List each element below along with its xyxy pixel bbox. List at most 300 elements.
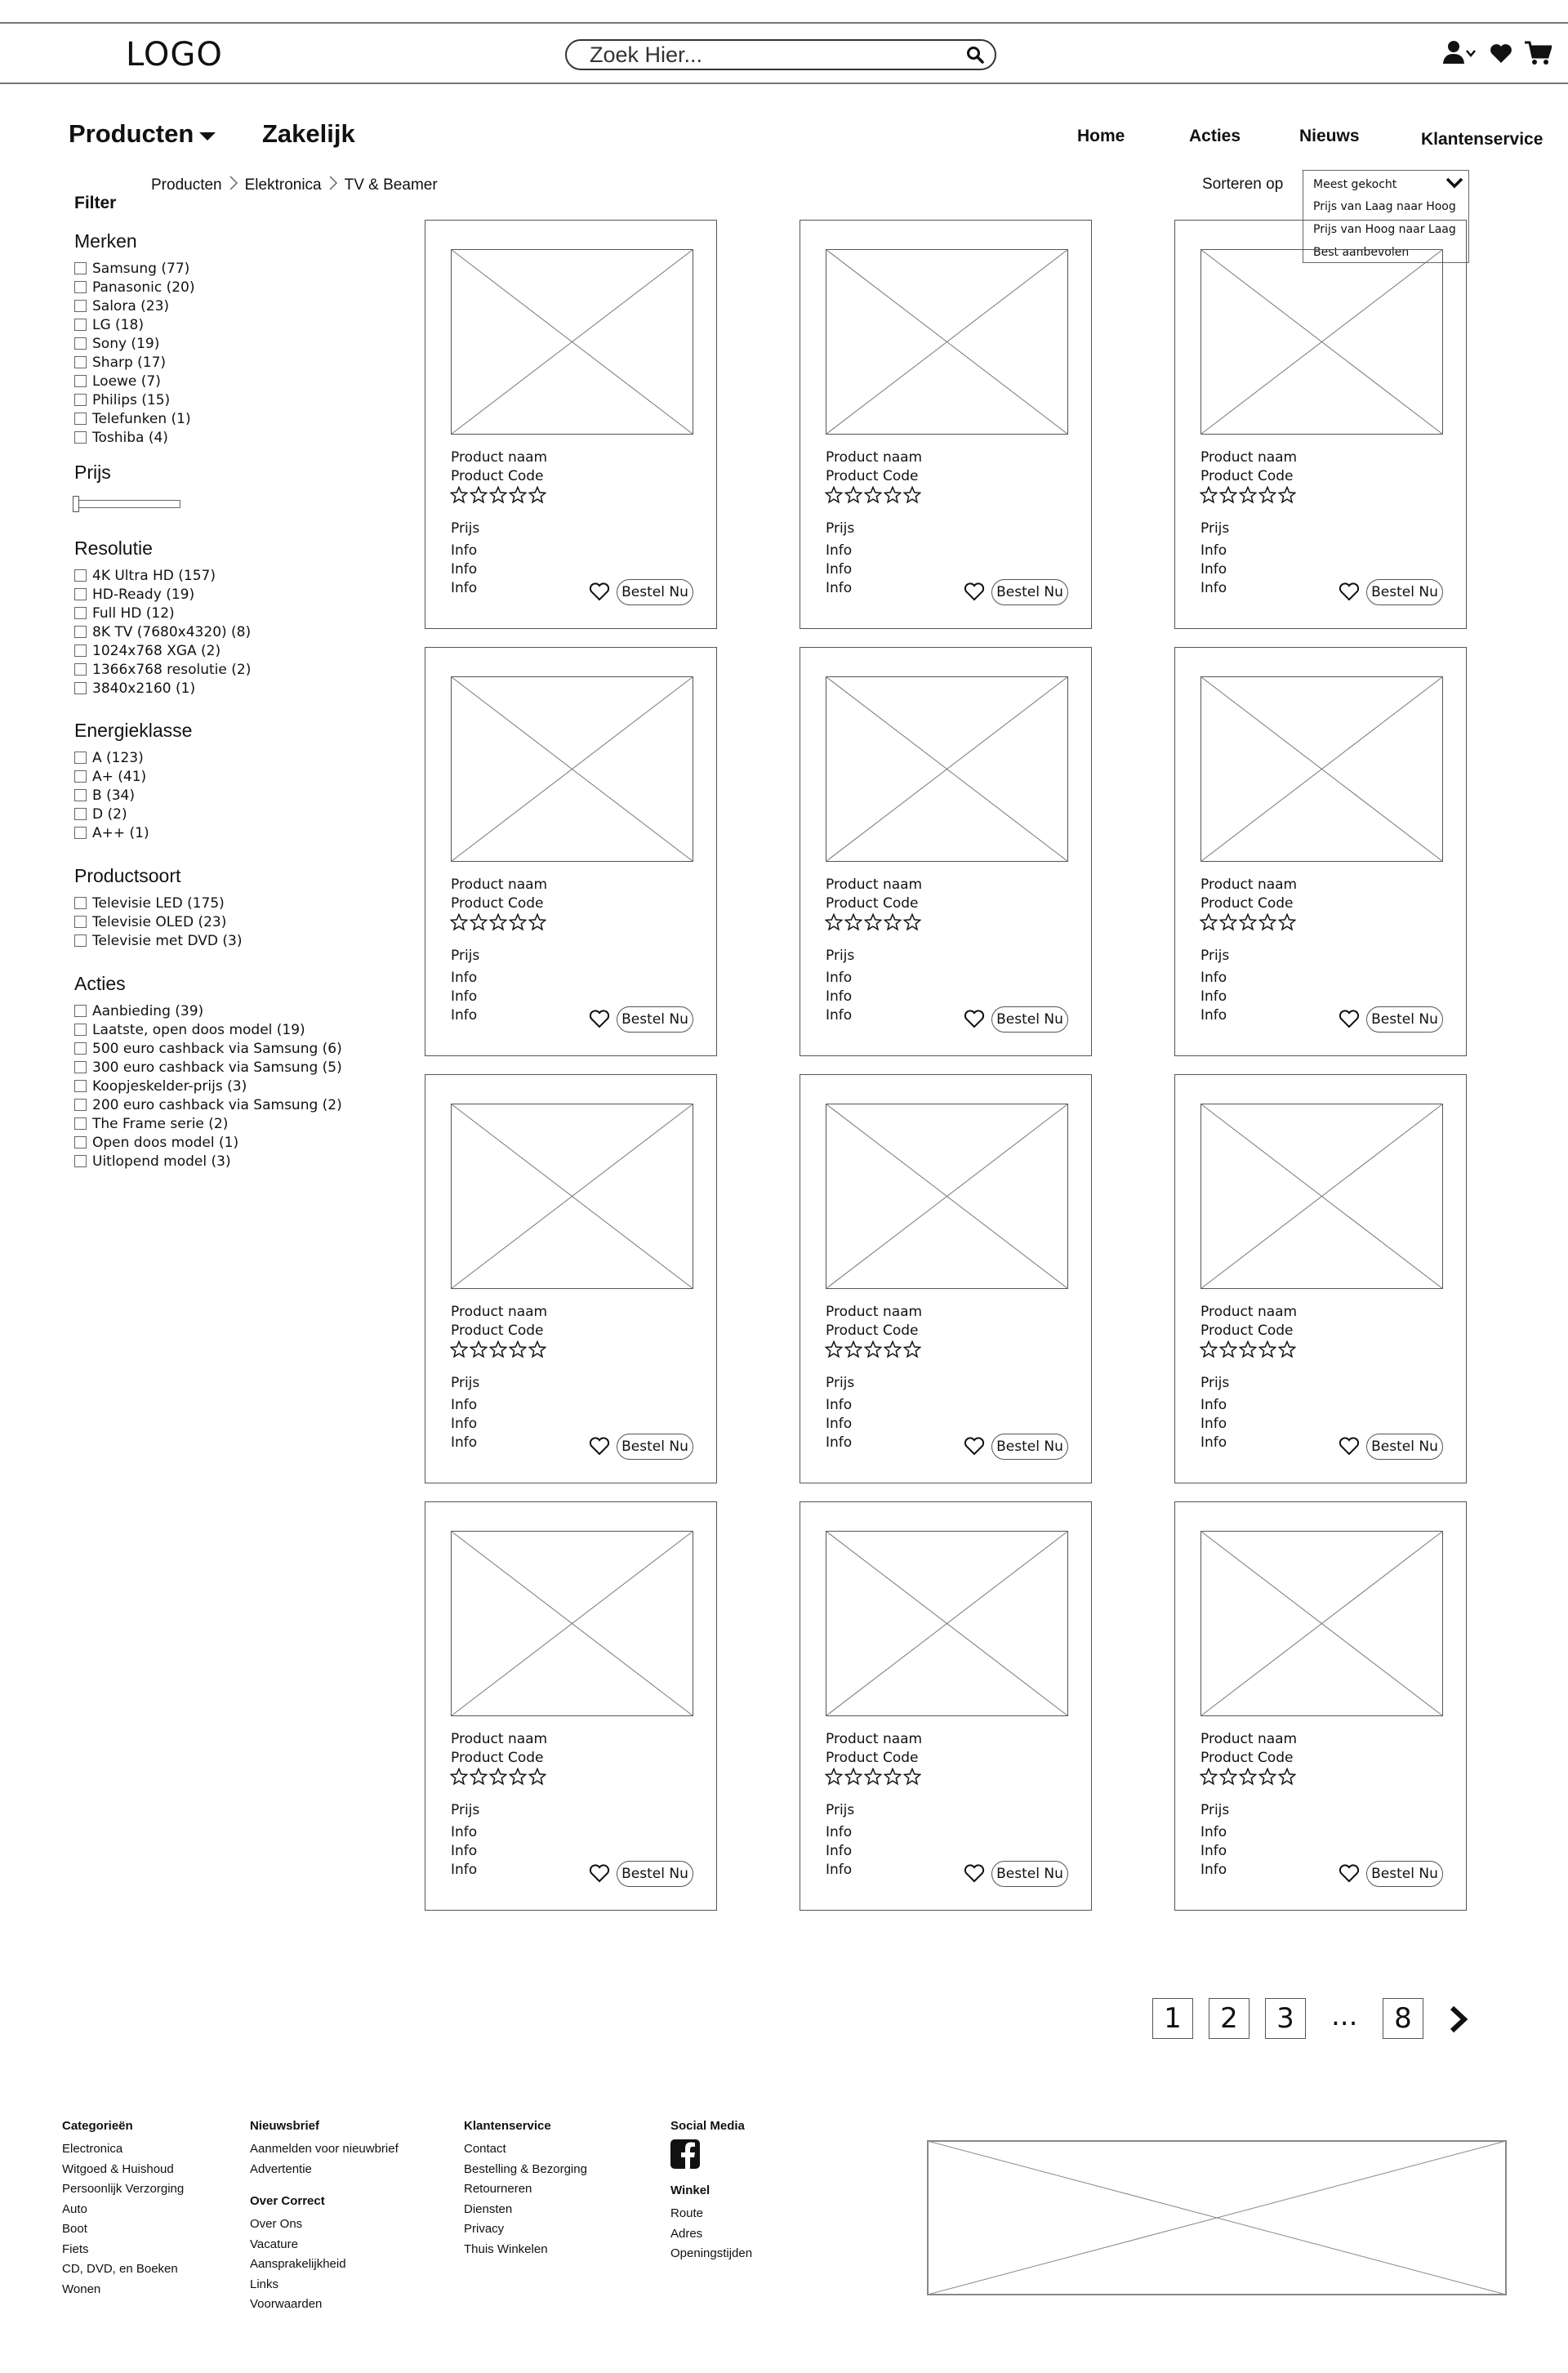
filter-checkbox[interactable] — [74, 752, 87, 764]
footer-link[interactable]: Wonen — [62, 2282, 101, 2296]
filter-checkbox[interactable] — [74, 1136, 87, 1149]
product-card[interactable] — [800, 1074, 1092, 1483]
heart-icon[interactable] — [964, 582, 985, 605]
star-icon[interactable] — [489, 913, 507, 935]
filter-option[interactable] — [74, 912, 242, 931]
footer-link[interactable]: Bestelling & Bezorging — [464, 2161, 587, 2176]
star-icon[interactable] — [509, 1340, 527, 1363]
page-last-button[interactable]: 8 — [1383, 1998, 1423, 2039]
product-name[interactable]: Product naam — [451, 876, 548, 893]
footer-link[interactable]: Witgoed & Huishoud — [62, 2161, 174, 2176]
filter-option[interactable] — [74, 767, 192, 786]
filter-checkbox[interactable] — [74, 319, 87, 331]
filter-option-label: 8K TV (7680x4320) (8) — [92, 623, 252, 640]
heart-icon[interactable] — [964, 1436, 985, 1460]
breadcrumb-item[interactable]: Elektronica — [244, 176, 322, 194]
footer-link[interactable]: Advertentie — [250, 2161, 312, 2176]
star-icon[interactable] — [864, 486, 882, 508]
product-name[interactable]: Product naam — [1200, 876, 1298, 893]
star-icon[interactable] — [509, 486, 527, 508]
product-image-placeholder[interactable] — [826, 1104, 1068, 1289]
header-border — [0, 83, 1568, 84]
star-icon[interactable] — [1258, 913, 1276, 935]
order-button[interactable]: Bestel Nu — [617, 1006, 693, 1033]
rating-stars[interactable] — [825, 486, 921, 508]
filter-checkbox[interactable] — [74, 1155, 87, 1167]
footer-image-placeholder — [927, 2140, 1507, 2295]
sort-option[interactable]: Prijs van Hoog naar Laag — [1313, 223, 1456, 236]
filter-checkbox[interactable] — [74, 569, 87, 582]
product-name[interactable]: Product naam — [1200, 449, 1298, 466]
star-icon[interactable] — [1219, 913, 1237, 935]
star-icon[interactable] — [450, 486, 468, 508]
rating-stars[interactable] — [825, 1340, 921, 1363]
filter-checkbox[interactable] — [74, 934, 87, 947]
filter-option-label: Televisie OLED (23) — [92, 913, 227, 930]
product-image-placeholder[interactable] — [1200, 1104, 1443, 1289]
product-name[interactable]: Product naam — [826, 1304, 923, 1320]
product-info: Info — [1200, 1434, 1227, 1451]
filter-option-label: Open doos model (1) — [92, 1134, 239, 1151]
footer-link[interactable]: Diensten — [464, 2201, 513, 2216]
filter-checkbox[interactable] — [74, 1024, 87, 1036]
star-icon[interactable] — [1200, 1340, 1218, 1363]
footer-link[interactable]: Aanmelden voor nieuwbrief — [250, 2142, 399, 2156]
star-icon[interactable] — [528, 1768, 546, 1790]
star-icon[interactable] — [1200, 486, 1218, 508]
sort-option[interactable]: Prijs van Laag naar Hoog — [1313, 200, 1456, 213]
sort-selected[interactable] — [1303, 171, 1468, 195]
footer-link[interactable]: Adres — [670, 2226, 703, 2241]
product-image-placeholder[interactable] — [1200, 249, 1443, 435]
filter-option[interactable] — [74, 1152, 342, 1171]
product-card[interactable] — [800, 220, 1092, 629]
star-icon[interactable] — [1258, 1340, 1276, 1363]
footer-link[interactable]: Contact — [464, 2142, 506, 2156]
order-button[interactable]: Bestel Nu — [991, 579, 1068, 605]
footer-link[interactable]: Thuis Winkelen — [464, 2241, 548, 2256]
breadcrumb-item[interactable]: TV & Beamer — [344, 176, 438, 194]
star-icon[interactable] — [509, 913, 527, 935]
rating-stars[interactable] — [825, 1768, 921, 1790]
filter-energieklasse — [74, 720, 192, 842]
heart-icon[interactable] — [589, 1863, 610, 1887]
filter-option-label: Philips (15) — [92, 391, 171, 408]
product-name[interactable]: Product naam — [451, 449, 548, 466]
star-icon[interactable] — [864, 1768, 882, 1790]
product-card[interactable] — [1174, 220, 1467, 629]
filter-option-label: 4K Ultra HD (157) — [92, 567, 216, 584]
order-button[interactable]: Bestel Nu — [617, 1434, 693, 1460]
filter-checkbox[interactable] — [74, 770, 87, 783]
product-info: Info — [826, 1434, 853, 1451]
filter-checkbox[interactable] — [74, 827, 87, 839]
page-2-button[interactable]: 2 — [1209, 1998, 1250, 2039]
product-card[interactable] — [1174, 647, 1467, 1056]
filter-option[interactable] — [74, 1039, 342, 1058]
filter-option[interactable] — [74, 428, 195, 447]
filter-option-label: Toshiba (4) — [92, 429, 168, 446]
filter-checkbox[interactable] — [74, 663, 87, 676]
star-icon[interactable] — [450, 1340, 468, 1363]
page-3-button[interactable]: 3 — [1265, 1998, 1306, 2039]
filter-option[interactable] — [74, 259, 195, 278]
product-image-placeholder[interactable] — [826, 249, 1068, 435]
nav-nieuws[interactable]: Nieuws — [1299, 127, 1360, 145]
filter-checkbox[interactable] — [74, 1117, 87, 1130]
footer-link[interactable]: Electronica — [62, 2142, 123, 2156]
star-icon[interactable] — [844, 913, 862, 935]
star-icon[interactable] — [844, 486, 862, 508]
star-icon[interactable] — [1258, 486, 1276, 508]
filter-checkbox[interactable] — [74, 413, 87, 425]
footer-link[interactable]: Openingstijden — [670, 2246, 753, 2260]
star-icon[interactable] — [1239, 1768, 1257, 1790]
rating-stars[interactable] — [1200, 486, 1296, 508]
heart-icon[interactable] — [1339, 1436, 1360, 1460]
star-icon[interactable] — [1219, 1768, 1237, 1790]
filter-checkbox[interactable] — [74, 262, 87, 274]
heart-icon[interactable] — [1339, 1009, 1360, 1033]
search-input[interactable] — [590, 42, 949, 68]
product-info: Info — [826, 970, 853, 986]
footer-nieuwsbrief — [250, 2119, 399, 2315]
product-card[interactable] — [800, 1501, 1092, 1911]
product-info: Info — [1200, 542, 1227, 559]
star-icon[interactable] — [1239, 486, 1257, 508]
filter-option[interactable] — [74, 660, 251, 679]
product-info: Info — [1200, 1416, 1227, 1432]
filter-checkbox[interactable] — [74, 1099, 87, 1111]
search-icon[interactable] — [965, 45, 985, 69]
filter-checkbox[interactable] — [74, 789, 87, 801]
star-icon[interactable] — [825, 1340, 843, 1363]
order-button[interactable]: Bestel Nu — [1366, 579, 1443, 605]
filter-option[interactable] — [74, 372, 195, 390]
product-image-placeholder[interactable] — [451, 676, 693, 862]
nav-zakelijk[interactable]: Zakelijk — [262, 119, 355, 148]
star-icon[interactable] — [509, 1768, 527, 1790]
page-1-button[interactable]: 1 — [1152, 1998, 1193, 2039]
order-button[interactable]: Bestel Nu — [1366, 1006, 1443, 1033]
product-card[interactable] — [800, 647, 1092, 1056]
filter-option-label: A (123) — [92, 749, 144, 766]
filter-group-title: Merken — [74, 230, 137, 252]
star-icon[interactable] — [1278, 486, 1296, 508]
star-icon[interactable] — [884, 1340, 902, 1363]
product-name[interactable]: Product naam — [1200, 1304, 1298, 1320]
product-image-placeholder[interactable] — [1200, 676, 1443, 862]
user-icon[interactable] — [1442, 39, 1478, 71]
rating-stars[interactable] — [450, 1768, 546, 1790]
filter-option-label: Koopjeskelder-prijs (3) — [92, 1077, 247, 1095]
filter-option[interactable] — [74, 1095, 342, 1114]
filter-checkbox[interactable] — [74, 916, 87, 928]
star-icon[interactable] — [450, 913, 468, 935]
product-image-placeholder[interactable] — [451, 1104, 693, 1289]
filter-checkbox[interactable] — [74, 682, 87, 694]
star-icon[interactable] — [528, 1340, 546, 1363]
footer-link[interactable]: Voorwaarden — [250, 2297, 323, 2311]
star-icon[interactable] — [1278, 1340, 1296, 1363]
order-button[interactable]: Bestel Nu — [991, 1006, 1068, 1033]
sort-option[interactable]: Best aanbevolen — [1313, 246, 1410, 259]
product-image-placeholder[interactable] — [451, 1531, 693, 1716]
star-icon[interactable] — [884, 913, 902, 935]
filter-option-label: 300 euro cashback via Samsung (5) — [92, 1059, 342, 1076]
footer-link[interactable]: Privacy — [464, 2222, 505, 2236]
product-price: Prijs — [1200, 520, 1230, 537]
star-icon[interactable] — [864, 913, 882, 935]
product-code: Product Code — [826, 468, 919, 484]
nav-acties[interactable]: Acties — [1189, 127, 1241, 145]
star-icon[interactable] — [470, 1768, 488, 1790]
rating-stars[interactable] — [450, 1340, 546, 1363]
star-icon[interactable] — [884, 486, 902, 508]
filter-option[interactable] — [74, 585, 251, 604]
product-code: Product Code — [451, 895, 544, 912]
filter-option-label: 1024x768 XGA (2) — [92, 642, 221, 659]
heart-icon[interactable] — [1339, 1863, 1360, 1887]
product-code: Product Code — [451, 1323, 544, 1339]
rating-stars[interactable] — [1200, 913, 1296, 935]
product-card[interactable] — [1174, 1501, 1467, 1911]
price-slider-handle[interactable] — [73, 496, 79, 512]
filter-option-label: A++ (1) — [92, 824, 149, 841]
product-name[interactable]: Product naam — [451, 1304, 548, 1320]
footer-heading: Over Correct — [250, 2194, 325, 2208]
rating-stars[interactable] — [450, 913, 546, 935]
product-name[interactable]: Product naam — [826, 449, 923, 466]
product-price: Prijs — [1200, 1375, 1230, 1391]
filter-checkbox[interactable] — [74, 1061, 87, 1073]
filter-checkbox[interactable] — [74, 337, 87, 350]
star-icon[interactable] — [1278, 913, 1296, 935]
sort-label: Sorteren op — [1202, 176, 1284, 193]
rating-stars[interactable] — [1200, 1340, 1296, 1363]
footer-link[interactable]: Route — [670, 2206, 704, 2220]
order-button[interactable]: Bestel Nu — [617, 579, 693, 605]
product-image-placeholder[interactable] — [451, 249, 693, 435]
filter-option-label: Aanbieding (39) — [92, 1002, 204, 1019]
star-icon[interactable] — [528, 486, 546, 508]
star-icon[interactable] — [903, 913, 921, 935]
rating-stars[interactable] — [450, 486, 546, 508]
heart-icon[interactable] — [964, 1863, 985, 1887]
filter-option[interactable] — [74, 622, 251, 641]
filter-option[interactable] — [74, 931, 242, 950]
next-page-icon[interactable] — [1449, 2005, 1468, 2038]
star-icon[interactable] — [903, 1340, 921, 1363]
star-icon[interactable] — [470, 1340, 488, 1363]
product-info: Info — [1200, 970, 1227, 986]
logo[interactable]: LOGO — [126, 36, 223, 74]
order-button[interactable]: Bestel Nu — [991, 1434, 1068, 1460]
filter-option[interactable] — [74, 805, 192, 823]
filter-checkbox[interactable] — [74, 431, 87, 444]
filter-checkbox[interactable] — [74, 1080, 87, 1092]
filter-checkbox[interactable] — [74, 300, 87, 312]
footer-social — [670, 2119, 752, 2264]
footer-link[interactable]: Vacature — [250, 2237, 298, 2251]
product-code: Product Code — [1200, 468, 1294, 484]
filter-checkbox[interactable] — [74, 394, 87, 406]
order-button[interactable]: Bestel Nu — [1366, 1434, 1443, 1460]
filter-checkbox[interactable] — [74, 645, 87, 657]
heart-icon[interactable] — [1339, 582, 1360, 605]
product-card[interactable] — [425, 647, 717, 1056]
filter-option[interactable] — [74, 1058, 342, 1077]
footer-link[interactable]: Aansprakelijkheid — [250, 2257, 346, 2271]
footer-link[interactable]: Fiets — [62, 2241, 89, 2256]
product-name[interactable]: Product naam — [826, 876, 923, 893]
star-icon[interactable] — [825, 486, 843, 508]
filter-option[interactable] — [74, 1133, 342, 1152]
filter-option[interactable] — [74, 390, 195, 409]
star-icon[interactable] — [1239, 1340, 1257, 1363]
nav-producten[interactable] — [69, 119, 216, 149]
star-icon[interactable] — [903, 486, 921, 508]
cart-icon[interactable] — [1524, 40, 1552, 70]
footer-link[interactable]: Retourneren — [464, 2182, 532, 2196]
product-price: Prijs — [826, 1375, 855, 1391]
product-info: Info — [451, 1824, 478, 1840]
product-info: Info — [1200, 580, 1227, 596]
filter-option[interactable] — [74, 823, 192, 842]
product-image-placeholder[interactable] — [826, 676, 1068, 862]
product-code: Product Code — [826, 1750, 919, 1766]
filter-option[interactable] — [74, 1114, 342, 1133]
filter-checkbox[interactable] — [74, 897, 87, 909]
product-price: Prijs — [451, 520, 480, 537]
heart-icon[interactable] — [589, 1009, 610, 1033]
footer-link[interactable]: Over Ons — [250, 2217, 303, 2231]
star-icon[interactable] — [1200, 1768, 1218, 1790]
filter-checkbox[interactable] — [74, 1042, 87, 1055]
filter-option-label: Full HD (12) — [92, 604, 175, 622]
product-name[interactable]: Product naam — [1200, 1731, 1298, 1747]
filter-option[interactable] — [74, 278, 195, 297]
star-icon[interactable] — [864, 1340, 882, 1363]
footer-heading: Social Media — [670, 2119, 745, 2133]
filter-checkbox[interactable] — [74, 1005, 87, 1017]
star-icon[interactable] — [489, 1768, 507, 1790]
footer-link[interactable]: Links — [250, 2277, 279, 2291]
footer-link[interactable]: Auto — [62, 2201, 87, 2216]
filter-checkbox[interactable] — [74, 626, 87, 638]
star-icon[interactable] — [470, 913, 488, 935]
star-icon[interactable] — [1239, 913, 1257, 935]
facebook-icon[interactable] — [670, 2139, 752, 2172]
filter-option[interactable] — [74, 409, 195, 428]
star-icon[interactable] — [1219, 486, 1237, 508]
footer-link[interactable]: Persoonlijk Verzorging — [62, 2182, 185, 2196]
star-icon[interactable] — [1258, 1768, 1276, 1790]
product-name[interactable]: Product naam — [451, 1731, 548, 1747]
pagination-ellipsis: ... — [1331, 2000, 1358, 2032]
filter-option[interactable] — [74, 297, 195, 315]
star-icon[interactable] — [470, 486, 488, 508]
product-image-placeholder[interactable] — [1200, 1531, 1443, 1716]
star-icon[interactable] — [844, 1768, 862, 1790]
product-info: Info — [826, 988, 853, 1005]
star-icon[interactable] — [825, 913, 843, 935]
star-icon[interactable] — [1200, 913, 1218, 935]
order-button[interactable]: Bestel Nu — [617, 1861, 693, 1887]
filter-option[interactable] — [74, 1077, 342, 1095]
search-bar[interactable] — [565, 39, 996, 70]
filter-option[interactable] — [74, 566, 251, 585]
breadcrumb-item[interactable]: Producten — [151, 176, 222, 194]
star-icon[interactable] — [844, 1340, 862, 1363]
filter-option[interactable] — [74, 894, 242, 912]
filter-option[interactable] — [74, 1001, 342, 1020]
order-button[interactable]: Bestel Nu — [1366, 1861, 1443, 1887]
star-icon[interactable] — [489, 486, 507, 508]
rating-stars[interactable] — [825, 913, 921, 935]
product-price: Prijs — [1200, 948, 1230, 964]
nav-klantenservice[interactable]: Klantenservice — [1421, 130, 1544, 149]
filter-option[interactable] — [74, 679, 251, 698]
filter-checkbox[interactable] — [74, 607, 87, 619]
star-icon[interactable] — [528, 913, 546, 935]
heart-icon[interactable] — [589, 582, 610, 605]
product-image-placeholder[interactable] — [826, 1531, 1068, 1716]
star-icon[interactable] — [489, 1340, 507, 1363]
filter-option[interactable] — [74, 604, 251, 622]
filter-option[interactable] — [74, 748, 192, 767]
star-icon[interactable] — [825, 1768, 843, 1790]
filter-checkbox[interactable] — [74, 281, 87, 293]
product-card[interactable] — [1174, 1074, 1467, 1483]
star-icon[interactable] — [450, 1768, 468, 1790]
filter-checkbox[interactable] — [74, 588, 87, 600]
product-code: Product Code — [1200, 895, 1294, 912]
breadcrumb — [151, 175, 438, 196]
order-button[interactable]: Bestel Nu — [991, 1861, 1068, 1887]
filter-checkbox[interactable] — [74, 808, 87, 820]
product-price: Prijs — [1200, 1802, 1230, 1818]
product-info: Info — [451, 1007, 478, 1024]
filter-checkbox[interactable] — [74, 356, 87, 368]
filter-option[interactable] — [74, 1020, 342, 1039]
star-icon[interactable] — [1219, 1340, 1237, 1363]
star-icon[interactable] — [1278, 1768, 1296, 1790]
filter-option[interactable] — [74, 786, 192, 805]
product-name[interactable]: Product naam — [826, 1731, 923, 1747]
rating-stars[interactable] — [1200, 1768, 1296, 1790]
product-card[interactable] — [425, 220, 717, 629]
filter-option[interactable] — [74, 353, 195, 372]
heart-icon[interactable] — [589, 1436, 610, 1460]
filter-group-title: Prijs — [74, 462, 111, 483]
filter-option[interactable] — [74, 334, 195, 353]
heart-icon[interactable] — [1490, 42, 1512, 68]
star-icon[interactable] — [884, 1768, 902, 1790]
footer-link[interactable]: CD, DVD, en Boeken — [62, 2262, 178, 2276]
nav-home[interactable]: Home — [1077, 127, 1125, 145]
price-slider[interactable] — [74, 500, 180, 508]
product-card[interactable] — [425, 1074, 717, 1483]
filter-option[interactable] — [74, 641, 251, 660]
filter-checkbox[interactable] — [74, 375, 87, 387]
star-icon[interactable] — [903, 1768, 921, 1790]
footer-link[interactable]: Boot — [62, 2222, 87, 2236]
product-card[interactable] — [425, 1501, 717, 1911]
filter-acties — [74, 973, 342, 1171]
heart-icon[interactable] — [964, 1009, 985, 1033]
filter-option[interactable] — [74, 315, 195, 334]
